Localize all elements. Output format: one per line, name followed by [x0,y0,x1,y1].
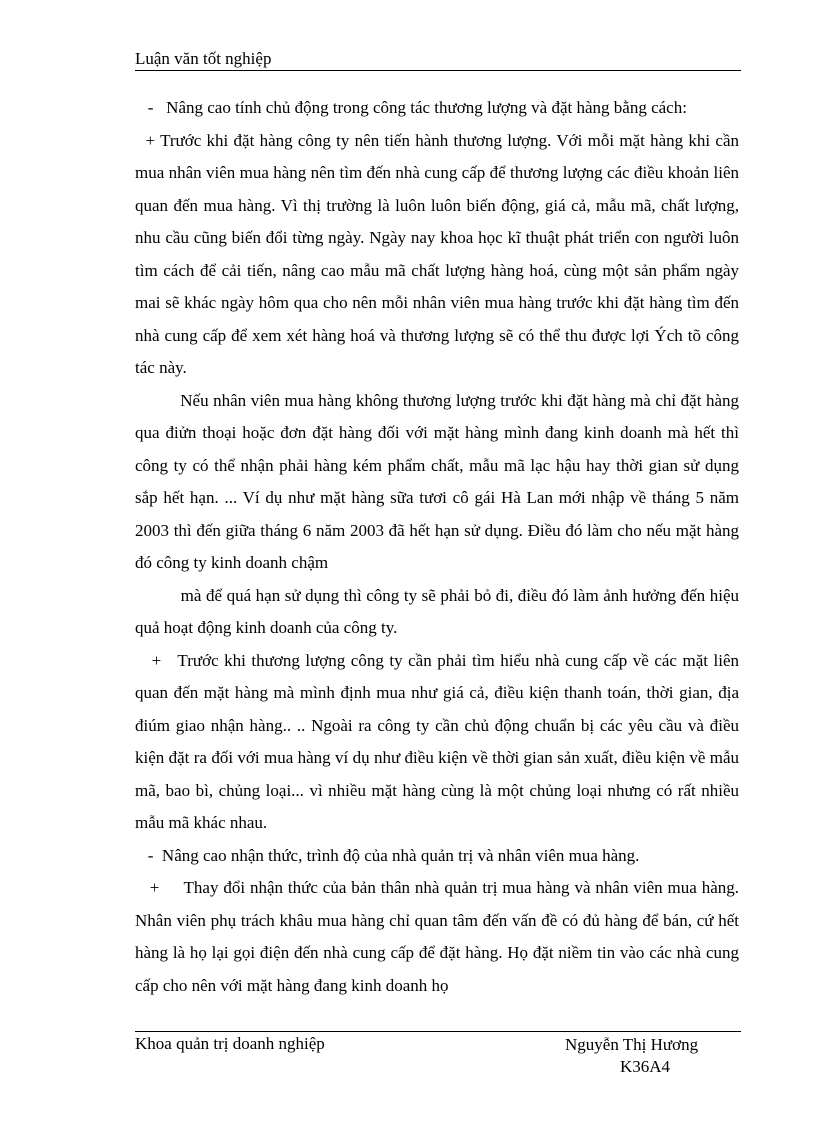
document-body [135,92,744,1002]
paragraph: + Trước khi thương lượng công ty cần phải tìm hiểu nhà cung cấp về các mặt liên quan đến mặt hàng mà mình định mua như giá cả, điều kiện thanh toán, thời gian, địa điúm giao nhận hàng.. .. Ngoài ra công ty cần chủ động chuẩn bị các yêu cầu và điều kiện đặt ra đối với mua hàng ví dụ như điều kiện về thời gian sản xuất, điều kiện về mẫu mã, bao bì, chủng loại... vì nhiều mặt hàng cùng là một chủng loại nhưng có rất nhiều mẫu mã khác nhau. [135,650,744,832]
footer-department: Khoa quản trị doanh nghiệp [135,1034,325,1053]
paragraph: - Nâng cao tính chủ động trong công tác thương lượng và đặt hàng bằng cách: [135,98,687,117]
footer-divider [135,1031,741,1032]
paragraph: - Nâng cao nhận thức, trình độ của nhà quản trị và nhân viên mua hàng. [135,845,640,865]
footer-author: Nguyễn Thị Hương [565,1035,699,1054]
paragraph: Nếu nhân viên mua hàng không thương lượng trước khi đặt hàng mà chỉ đặt hàng qua điửn thoại hoặc đơn đặt hàng đối với mặt hàng mình đang kinh doanh mà hết thì công ty có thể nhận phải hàng kém phẩm chất, mẫu mã lạc hậu hay thời gian sử dụng sắp hết hạn. ... Ví dụ như mặt hàng sữa tươi cô gái Hà Lan mới nhập về tháng 5 năm 2003 thì đến giữa tháng 6 năm 2003 đã hết hạn sử dụng. Điều đó làm cho nếu mặt hàng đó công ty kinh doanh chậm [135,390,744,572]
paragraph: + Thay đổi nhận thức của bản thân nhà quản trị mua hàng và nhân viên mua hàng. Nhân viên phụ trách khâu mua hàng chỉ quan tâm đến vấn đề có đủ hàng để bán, cứ hết hàng là họ lại gọi điện đến nhà cung cấp để đặt hàng. Họ đặt niềm tin vào các nhà cung cấp cho nên với mặt hàng đang kinh doanh họ [135,878,744,995]
page-header-title: Luận văn tốt nghiệp [135,49,272,68]
header-divider [135,70,741,71]
footer-author-block [565,1034,698,1078]
paragraph: mà để quá hạn sử dụng thì công ty sẽ phải bỏ đi, điều đó làm ảnh hưởng đến hiệu quả hoạt động kinh doanh của công ty. [135,585,744,637]
paragraph: + Trước khi đặt hàng công ty nên tiến hành thương lượng. Với mỗi mặt hàng khi cần mua nhân viên mua hàng nên tìm đến nhà cung cấp để thương lượng các điều khoản liên quan đến mua hàng. Vì thị trường là luôn luôn biến động, giá cả, mẫu mã, chất lượng, nhu cầu cũng biến đổi từng ngày. Ngày nay khoa học kĩ thuật phát triển con người luôn tìm cách để cải tiến, nâng cao mẫu mã chất lượng hàng hoá, cùng một sản phẩm ngày mai sẽ khác ngày hôm qua cho nên mỗi nhân viên mua hàng trước khi đặt hàng tìm đến nhà cung cấp để xem xét hàng hoá và thương lượng sẽ có thể thu được lợi Ých tõ công tác này. [135,130,744,377]
footer-class: K36A4 [620,1057,671,1076]
